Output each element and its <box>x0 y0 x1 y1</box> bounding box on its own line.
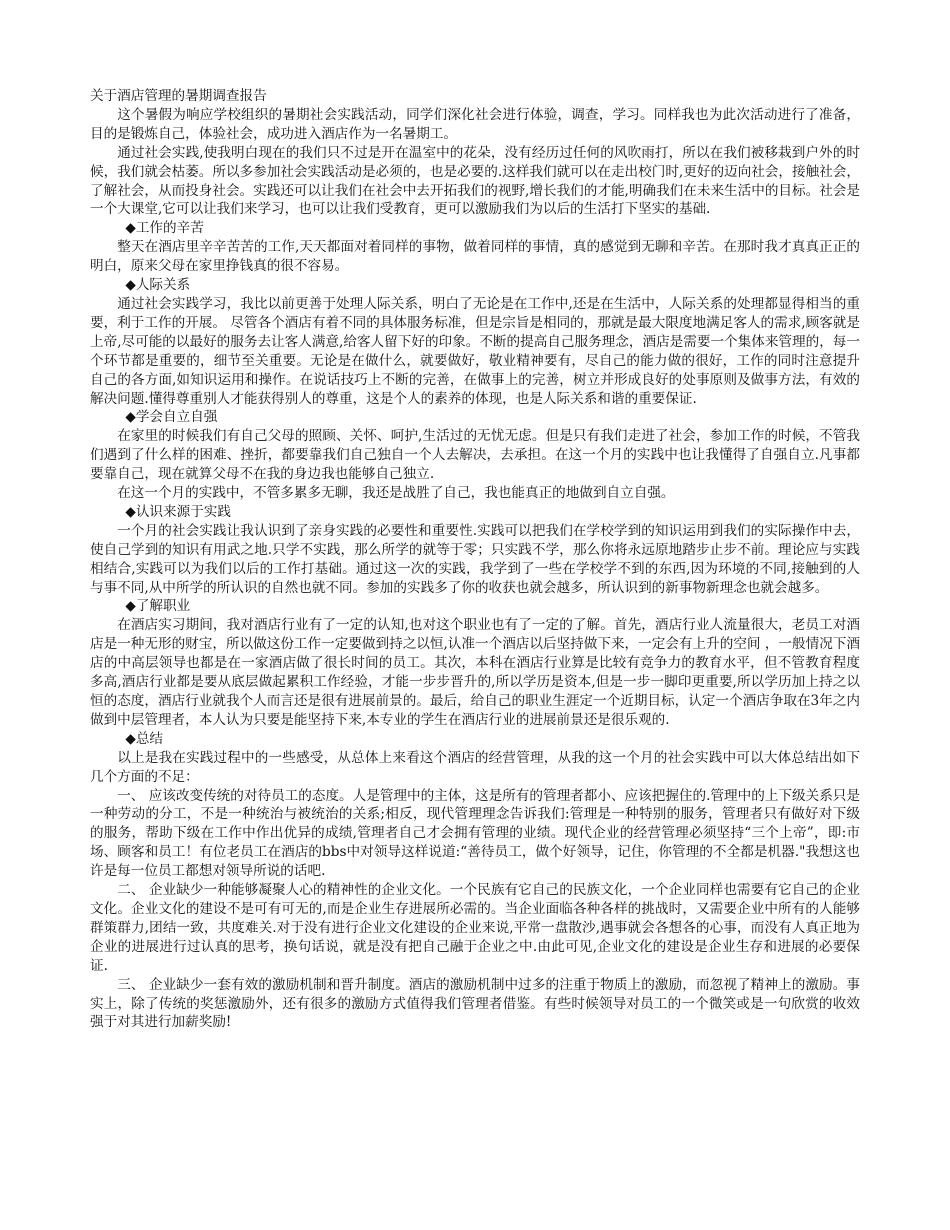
paragraph-social-practice: 通过社会实践,使我明白现在的我们只不过是开在温室中的花朵，没有经历过任何的风吹雨打，所以在我们被移栽到户外的时候，我们就会枯萎。所以多参加社会实践活动是必须的，也是必要的.这样我们就可以在走出校门时,更好的迈向社会，接触社会，了解社会，从而投身社会。实践还可以让我们在社会中去开拓我们的视野,增长我们的才能,明确我们在未来生活中的目标。社会是一个大课堂,它可以让我们来学习，也可以让我们受教育，更可以激励我们为以后的生活打下坚实的基础. <box>90 144 860 218</box>
paragraph-relationships: 通过社会实践学习，我比以前更善于处理人际关系，明白了无论是在工作中,还是在生活中，人际关系的处理都显得相当的重要，利于工作的开展。 尽管各个酒店有着不同的具体服务标准，但是宗旨是相同的，那就是最大限度地满足客人的需求,顾客就是上帝,尽可能的以最好的服务去让客人满意,给客人留下好的印象。不断的提高自己服务理念，酒店是需要一个集体来管理的，每一个环节都是重要的，细节至关重要。无论是在做什么，就要做好，敬业精神要有，尽自己的能力做的很好，工作的同时注意提升自己的各方面,如知识运用和操作。在说话技巧上不断的完善，在做事上的完善，树立并形成良好的处事原则及做事方法，有效的解决问题.懂得尊重别人才能获得别人的尊重，这是个人的素养的体现，也是人际关系和谐的重要保证. <box>90 295 860 407</box>
section-heading-practice: ◆认识来源于实践 <box>125 503 231 520</box>
document-page <box>90 87 860 1032</box>
section-heading-hard-work: ◆工作的辛苦 <box>125 220 204 237</box>
paragraph-practice: 一个月的社会实践让我认识到了亲身实践的必要性和重要性.实践可以把我们在学校学到的知识运用到我们的实际操作中去，使自己学到的知识有用武之地.只学不实践，那么所学的就等于零；只实践不学，那么你将永远原地踏步止步不前。理论应与实践相结合,实践可以为我们以后的工作打基础。通过这一次的实践，我学到了一些在学校学不到的东西,因为环境的不同,接触到的人与事不同,从中所学的所认识的自然也就不同。参加的实践多了你的收获也就会越多，所认识到的新事物新理念也就会越多。 <box>90 522 860 596</box>
section-heading-summary: ◆总结 <box>125 730 164 747</box>
paragraph-summary: 以上是我在实践过程中的一些感受，从总体上来看这个酒店的经营管理，从我的这一个月的社会实践中可以大体总结出如下几个方面的不足： <box>90 749 860 785</box>
section-heading-career: ◆了解职业 <box>125 598 191 615</box>
paragraph-career: 在酒店实习期间，我对酒店行业有了一定的认知,也对这个职业也有了一定的了解。首先，酒店行业人流量很大，老员工对酒店是一种无形的财宝，所以做这份工作一定要做到持之以恒,认准一个酒店以后坚持做下来，一定会有上升的空间 ，一般情况下酒店的中高层领导也都是在一家酒店做了很长时间的员工。其次，本科在酒店行业算是比较有竞争力的教育水平，但不管教育程度多高,酒店行业都是要从底层做起累积工作经验，才能一步步晋升的,所以学历是资本,但是一步一脚印更重要,所以学历加上持之以恒的态度，酒店行业就我个人而言还是很有进展前景的。最后，给自己的职业生涯定一个近期目标，认定一个酒店争取在3年之内做到中层管理者，本人认为只要是能坚持下来,本专业的学生在酒店行业的进展前景还是很乐观的. <box>90 617 860 728</box>
paragraph-self-reliance-2: 在这一个月的实践中，不管多累多无聊，我还是战胜了自己，我也能真正的地做到自立自强。 <box>117 485 675 502</box>
paragraph-self-reliance-1: 在家里的时候我们有自己父母的照顾、关怀、呵护,生活过的无忧无虑。但是只有我们走进了社会，参加工作的时候，不管我们遇到了什么样的困难、挫折，都要靠我们自己独自一个人去解决，去承担。在这一个月的实践中也让我懂得了自强自立.凡事都要靠自己，现在就算父母不在我的身边我也能够自己独立. <box>90 428 860 483</box>
paragraph-point-3: 三、 企业缺少一套有效的激励机制和晋升制度。酒店的激励机制中过多的注重于物质上的激励，而忽视了精神上的激励。事实上，除了传统的奖惩激励外，还有很多的激励方式值得我们管理者借鉴。有些时候领导对员工的一个微笑或是一句欣赏的收效强于对其进行加薪奖励! <box>90 976 860 1031</box>
section-heading-relationships: ◆人际关系 <box>125 277 191 294</box>
paragraph-point-1: 一、 应该改变传统的对待员工的态度。人是管理中的主体，这是所有的管理者都小、应该把握住的.管理中的上下级关系只是一种劳动的分工，不是一种统治与被统治的关系;相反，现代管理理念告诉我们:管理是一种特别的服务，管理者只有做好对下级的服务，帮助下级在工作中作出优异的成绩,管理者自己才会拥有管理的业绩。现代企业的经营管理必须坚持“三个上帝”，即:市场、顾客和员工！有位老员工在酒店的bbs中对领导这样说道:“善待员工，做个好领导，记住，你管理的不全都是机器."我想这也许是每一位员工都想对领导所说的话吧. <box>90 787 860 880</box>
paragraph-hard-work: 整天在酒店里辛辛苦苦的工作,天天都面对着同样的事物，做着同样的事情，真的感觉到无聊和辛苦。在那时我才真真正正的明白，原来父母在家里挣钱真的很不容易。 <box>90 239 860 275</box>
paragraph-point-2: 二、 企业缺少一种能够凝聚人心的精神性的企业文化。一个民族有它自己的民族文化，一个企业同样也需要有它自己的企业文化。企业文化的建设不是可有可无的,而是企业生存进展所必需的。当企业面临各种各样的挑战时，又需要企业中所有的人能够群策群力,团结一致，共度难关.对于没有进行企业文化建设的企业来说,平常一盘散沙,遇事就会各想各的心事，而没有人真正地为企业的进展进行过认真的思考，换句话说，就是没有把自己融于企业之中.由此可见,企业文化的建设是企业生存和进展的必要保证. <box>90 882 860 974</box>
document-title: 关于酒店管理的暑期调查报告 <box>90 88 267 104</box>
section-heading-self-reliance: ◆学会自立自强 <box>125 409 218 426</box>
paragraph-intro: 这个暑假为响应学校组织的暑期社会实践活动，同学们深化社会进行体验，调查，学习。同样我也为此次活动进行了准备，目的是锻炼自己，体验社会，成功进入酒店作为一名暑期工。 <box>90 106 860 142</box>
